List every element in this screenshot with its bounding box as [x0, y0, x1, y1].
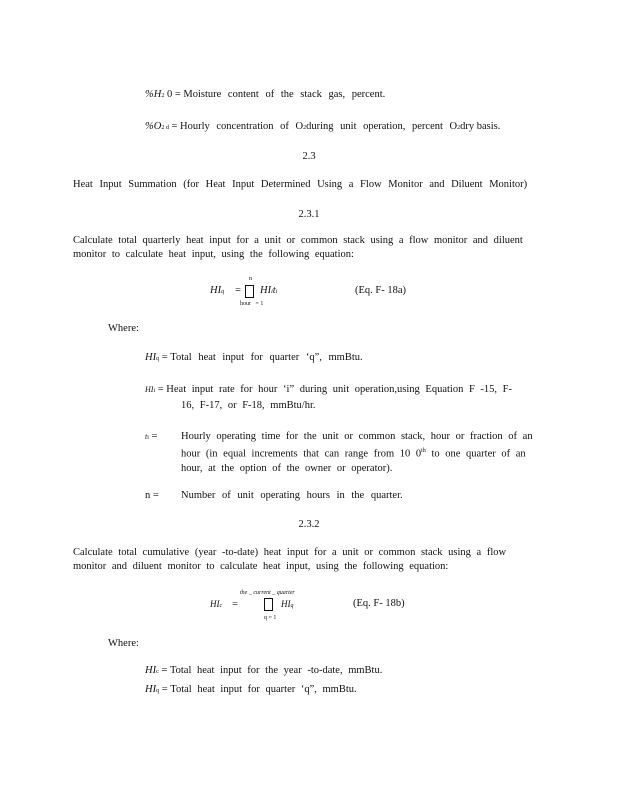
def-symbol: HI	[145, 665, 157, 676]
def-text-line	[181, 444, 533, 462]
o2-text-end: dry basis.	[460, 121, 501, 132]
def-text: Total heat input for quarter ‘q”, mmBtu.	[170, 352, 363, 363]
eq-a-term2-sub: i	[275, 289, 278, 295]
def-a-ti-text	[181, 430, 533, 476]
where-label-b: Where:	[108, 638, 139, 649]
def-equals: =	[161, 684, 168, 695]
eq-b-lhs-sub: c	[219, 603, 223, 609]
o2-tail: =	[171, 121, 178, 132]
paragraph-2-3-1	[73, 234, 523, 262]
eq-b-term-sub: q	[290, 603, 294, 609]
eq-a-sum-bottom-a: hour	[240, 301, 251, 307]
eq-b-sum-top: the _ current _ quarter	[240, 590, 295, 596]
paragraph-line: Calculate total cumulative (year -to-date) heat input for a unit or common stack using a flow	[73, 547, 507, 558]
def-text-part: to one quarter of an	[425, 448, 526, 460]
def-equals: =	[161, 352, 168, 363]
def-sub: i	[147, 435, 149, 441]
def-sub: q	[156, 688, 160, 694]
paragraph-line: monitor and diluent monitor to calculate heat input, using the following equation:	[73, 561, 449, 572]
def-h2o	[145, 89, 385, 100]
eq-a-lhs-symbol: HI	[210, 285, 222, 296]
eq-a-sum-bottom-b: = 1	[255, 301, 264, 307]
eq-b-term-symbol: HI	[281, 599, 291, 609]
def-b-hiq	[145, 684, 357, 695]
eq-b-label: (Eq. F- 18b)	[353, 598, 405, 609]
summation-icon	[245, 285, 254, 298]
summation-icon	[264, 598, 273, 611]
def-text-line: Hourly operating time for the unit or common stack, hour or fraction of an	[181, 431, 533, 442]
def-a-hiq	[145, 352, 363, 363]
eq-b-sum-bottom: q = 1	[264, 615, 277, 621]
def-text: Total heat input for quarter ‘q”, mmBtu.	[170, 684, 357, 695]
o2-text-tail: during unit operation, percent O	[306, 121, 458, 132]
section-number-2-3-2: 2.3.2	[298, 519, 320, 530]
def-a-n	[145, 490, 159, 501]
def-text-line: hour, at the option of the owner or operator).	[181, 462, 393, 474]
eq-a-lhs-sub: q	[221, 289, 225, 295]
eq-a-label: (Eq. F- 18a)	[355, 285, 407, 296]
h2o-sub: 2	[161, 93, 165, 99]
paragraph-line: Calculate total quarterly heat input for a unit or common stack using a flow monitor and diluent	[73, 235, 523, 246]
def-equals: =	[157, 384, 164, 395]
eq-a-term-sub: i	[271, 289, 273, 295]
def-a-n-text: Number of unit operating hours in the quarter.	[181, 490, 403, 501]
def-text-part: hour (in equal increments that can range from 10 0	[181, 448, 422, 460]
eq-b-equals: =	[232, 599, 238, 610]
where-label-a: Where:	[108, 323, 139, 334]
h2o-tail: 0 =	[166, 89, 181, 100]
def-o2	[145, 121, 500, 132]
paragraph-line: monitor to calculate heat input, using the following equation:	[73, 249, 354, 260]
def-sub: i	[153, 388, 156, 394]
def-text-sup: th	[421, 448, 426, 454]
def-sub: q	[156, 356, 160, 362]
def-a-hii	[145, 384, 512, 395]
eq-b-term	[281, 599, 294, 609]
def-a-ti	[145, 431, 157, 442]
eq-a-lhs	[210, 285, 224, 296]
section-title-2-3: Heat Input Summation (for Heat Input Determined Using a Flow Monitor and Diluent Monitor)	[73, 179, 528, 190]
section-number-2-3-1: 2.3.1	[298, 209, 320, 220]
o2-text-sub2: 2	[457, 125, 461, 131]
def-equals: =	[152, 490, 159, 501]
eq-a-term	[260, 285, 277, 296]
eq-a-sum-top: n	[249, 276, 252, 282]
def-equals: =	[151, 431, 158, 442]
def-b-hic	[145, 665, 382, 676]
def-a-hii-line2: 16, F-17, or F-18, mmBtu/hr.	[181, 400, 316, 411]
def-symbol: t	[145, 432, 148, 441]
eq-a-sum-bottom	[240, 301, 263, 307]
eq-a-term2-symbol: t	[272, 285, 276, 296]
o2-sub: 2 d	[161, 125, 169, 131]
h2o-symbol: %H	[145, 89, 162, 100]
o2-text: Hourly concentration of O	[180, 121, 304, 132]
paragraph-2-3-2	[73, 546, 506, 574]
def-symbol: HI	[145, 684, 157, 695]
eq-a-equals: =	[235, 285, 241, 296]
def-symbol: HI	[145, 352, 157, 363]
def-sub: c	[156, 669, 159, 675]
def-symbol: n	[145, 490, 151, 501]
section-number-2-3: 2.3	[302, 151, 316, 162]
def-equals: =	[161, 665, 168, 676]
eq-a-term-symbol: HI	[260, 285, 272, 296]
o2-text-sub: 2	[303, 125, 307, 131]
def-text: Heat input rate for hour ‘i” during unit operation,using Equation F -15, F-	[166, 384, 512, 395]
def-symbol: HI	[145, 385, 154, 394]
eq-b-lhs-symbol: HI	[210, 599, 220, 609]
eq-b-lhs	[210, 599, 222, 609]
o2-symbol: %O	[145, 121, 162, 132]
h2o-text: Moisture content of the stack gas, percent.	[183, 89, 386, 100]
def-text: Total heat input for the year -to-date, mmBtu.	[169, 665, 383, 676]
